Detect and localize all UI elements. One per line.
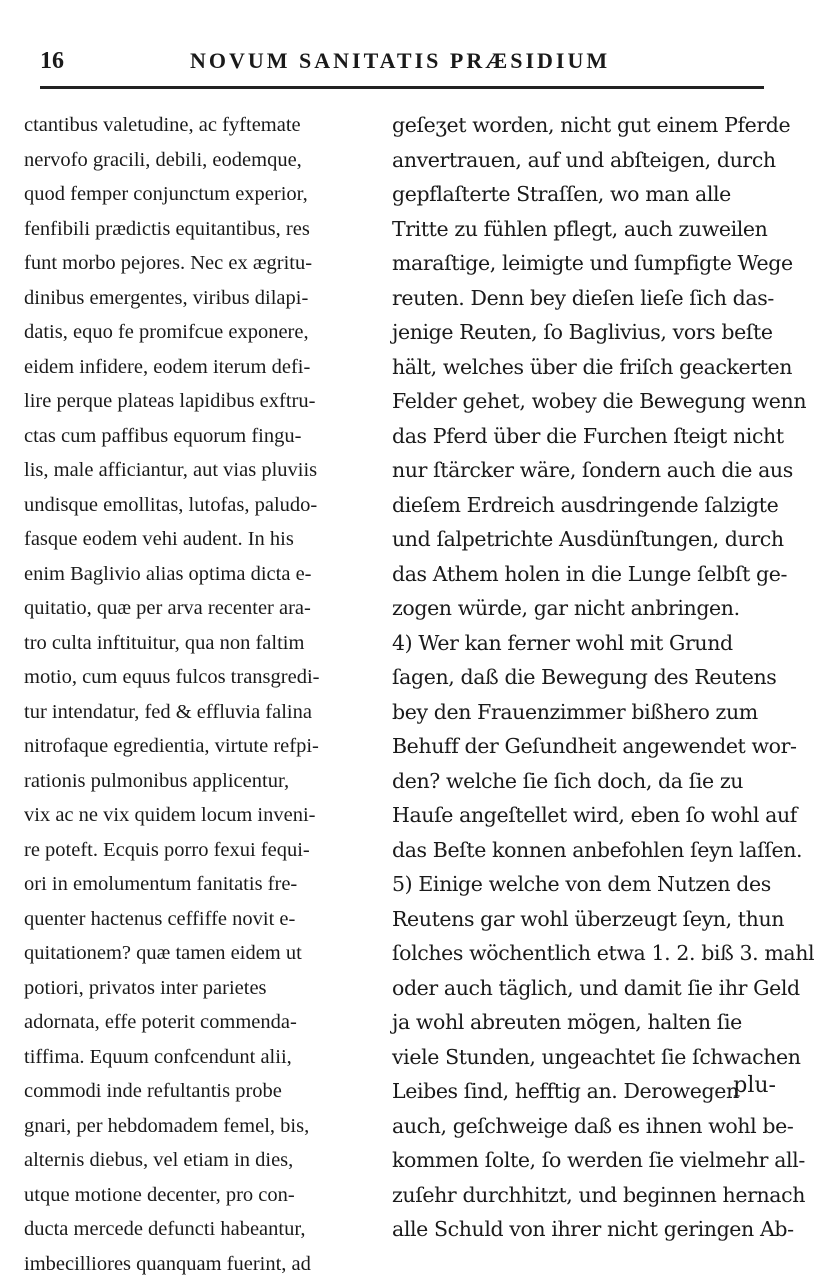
text-line: rationis pulmonibus applicentur, [24,764,376,799]
text-line: quitatio, quæ per arva recenter ara- [24,591,376,626]
text-line: hält, welches über die friſch geackerten [392,350,784,385]
text-line: nur ſtärcker wäre, ſondern auch die aus [392,453,784,488]
german-text-column [392,108,784,1088]
text-line: funt morbo pejores. Nec ex ægritu- [24,246,376,281]
text-line: quenter hactenus ceffiffe novit e- [24,902,376,937]
latin-text-column [24,108,376,1088]
text-line: imbecilliores quanquam fuerint, ad [24,1247,376,1281]
text-line: ducta mercede defuncti habeantur, [24,1212,376,1247]
text-line: das Athem holen in die Lunge ſelbſt ge- [392,557,784,592]
text-line: vix ac ne vix quidem locum inveni- [24,798,376,833]
text-line: datis, equo fe promifcue exponere, [24,315,376,350]
text-line: undisque emollitas, lutofas, paludo- [24,488,376,523]
text-line: das Pferd über die Furchen ſteigt nicht [392,419,784,454]
text-line: utque motione decenter, pro con- [24,1178,376,1213]
text-line: ctas cum paffibus equorum fingu- [24,419,376,454]
text-line: tiffima. Equum confcendunt alii, [24,1040,376,1075]
text-line: ja wohl abreuten mögen, halten ſie [392,1005,784,1040]
text-line: tur intendatur, fed & effluvia falina [24,695,376,730]
text-line: eidem infidere, eodem iterum defi- [24,350,376,385]
text-line: zogen würde, gar nicht anbringen. [392,591,784,626]
text-line: anvertrauen, auf und abſteigen, durch [392,143,784,178]
text-line: tro culta inftituitur, qua non faltim [24,626,376,661]
text-line: ctantibus valetudine, ac fyftemate [24,108,376,143]
text-line: lis, male afficiantur, aut vias pluviis [24,453,376,488]
text-line: quitationem? quæ tamen eidem ut [24,936,376,971]
text-line: Felder gehet, wobey die Bewegung wenn [392,384,784,419]
text-line: nervofo gracili, debili, eodemque, [24,143,376,178]
text-line: Behuff der Geſundheit angewendet wor- [392,729,784,764]
text-line: maraſtige, leimigte und ſumpfigte Wege [392,246,784,281]
text-line: gnari, per hebdomadem femel, bis, [24,1109,376,1144]
text-line: re poteft. Ecquis porro fexui fequi- [24,833,376,868]
text-line: reuten. Denn bey dieſen lieſe ſich das- [392,281,784,316]
text-line: Hauſe angeſtellet wird, eben ſo wohl auf [392,798,784,833]
text-line: und ſalpetrichte Ausdünſtungen, durch [392,522,784,557]
text-line: ori in emolumentum fanitatis fre- [24,867,376,902]
text-line: 4) Wer kan ferner wohl mit Grund [392,626,784,661]
text-line: auch, geſchweige daß es ihnen wohl be- [392,1109,784,1144]
text-line: adornata, effe poterit commenda- [24,1005,376,1040]
text-line: oder auch täglich, und damit ſie ihr Geld [392,971,784,1006]
header-rule [40,86,764,89]
running-title: NOVUM SANITATIS PRÆSIDIUM [190,48,610,74]
text-line: quod femper conjunctum experior, [24,177,376,212]
text-line: das Beſte konnen anbefohlen ſeyn laſſen. [392,833,784,868]
text-line: den? welche ſie ſich doch, da ſie zu [392,764,784,799]
text-line: potiori, privatos inter parietes [24,971,376,1006]
text-line: dieſem Erdreich ausdringende ſalzigte [392,488,784,523]
catchword: plu- [733,1073,776,1098]
text-line: motio, cum equus fulcos transgredi- [24,660,376,695]
text-line: nitrofaque egredientia, virtute refpi- [24,729,376,764]
text-line: Reutens gar wohl überzeugt ſeyn, thun [392,902,784,937]
text-line: gepflaſterte Straſſen, wo man alle [392,177,784,212]
text-line: kommen ſolte, ſo werden ſie vielmehr all- [392,1143,784,1178]
text-line: fenfibili prædictis equitantibus, res [24,212,376,247]
text-line: alternis diebus, vel etiam in dies, [24,1143,376,1178]
text-line: alle Schuld von ihrer nicht geringen Ab- [392,1212,784,1247]
text-line: ſolches wöchentlich etwa 1. 2. biß 3. mahl [392,936,784,971]
text-line: ſagen, daß die Bewegung des Reutens [392,660,784,695]
text-line: fasque eodem vehi audent. In his [24,522,376,557]
text-line: viele Stunden, ungeachtet ſie ſchwachen [392,1040,784,1075]
text-line: commodi inde refultantis probe [24,1074,376,1109]
page-number: 16 [40,48,64,75]
text-line: 5) Einige welche von dem Nutzen des [392,867,784,902]
text-line: bey den Frauenzimmer bißhero zum [392,695,784,730]
text-line: lire perque plateas lapidibus exftru- [24,384,376,419]
page-header [40,42,764,94]
text-line: zuſehr durchhitzt, und beginnen hernach [392,1178,784,1213]
text-line: Leibes ſind, hefftig an. Derowegen [392,1074,784,1109]
text-line: enim Baglivio alias optima dicta e- [24,557,376,592]
text-line: Tritte zu fühlen pflegt, auch zuweilen [392,212,784,247]
text-line: dinibus emergentes, viribus dilapi- [24,281,376,316]
text-line: jenige Reuten, ſo Baglivius, vors beſte [392,315,784,350]
text-line: geſeʒet worden, nicht gut einem Pferde [392,108,784,143]
